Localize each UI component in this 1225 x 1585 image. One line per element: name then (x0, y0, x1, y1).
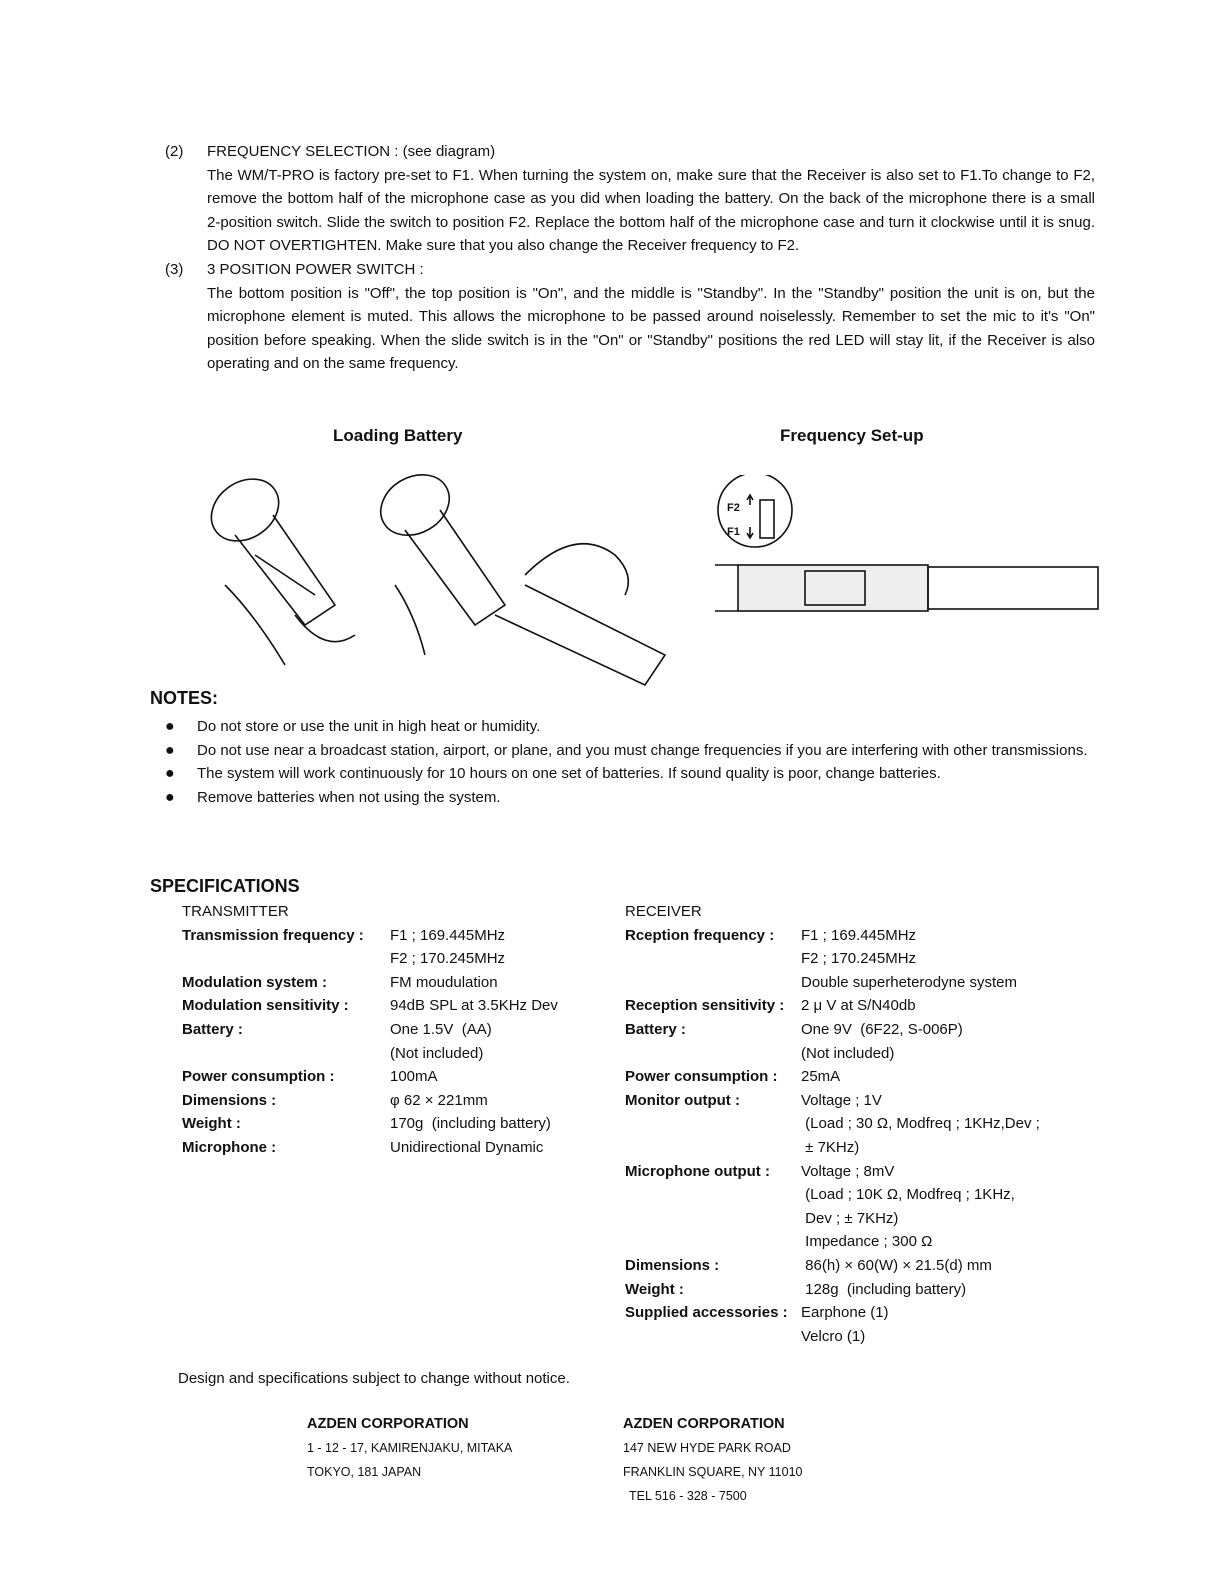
spec-row (625, 1278, 1040, 1302)
spec-value: Double superheterodyne system (801, 973, 1017, 991)
notes-title: NOTES: (150, 688, 219, 708)
spec-row (625, 1207, 1040, 1231)
spec-row (625, 994, 1040, 1018)
company-name: AZDEN CORPORATION (307, 1416, 469, 1432)
f2-label: F2 (727, 502, 740, 514)
spec-value: φ 62 × 221mm (390, 1091, 488, 1109)
spec-value: F2 ; 170.245MHz (390, 950, 506, 968)
spec-label: Weight : (182, 1115, 241, 1133)
spec-value: 86(h) × 60(W) × 21.5(d) mm (801, 1256, 992, 1274)
spec-label: Microphone output : (625, 1162, 770, 1180)
spec-value: (Load ; 10K Ω, Modfreq ; 1KHz, (801, 1186, 1015, 1204)
notes-list (165, 715, 1100, 809)
address-usa (623, 1412, 802, 1508)
spec-label: Modulation sensitivity : (182, 997, 349, 1015)
spec-row (625, 971, 1040, 995)
address-line: TOKYO, 181 JAPAN (307, 1465, 422, 1479)
arrow-icon (747, 495, 753, 538)
section-text: The WM/T-PRO is factory pre-set to F1. When turning the system on, make sure that the Receiver is also set to F1.To change to F2, remove the bottom half of the microphone case as you did when loading the battery. On the back of the microphone there is a small 2-position switch. Slide the switch to position F2. Replace the bottom half of the microphone case and turn it clockwise until it is snug. DO NOT OVERTIGHTEN. Make sure that you also change the Receiver frequency to F2. (207, 166, 1095, 255)
spec-label: Monitor output : (625, 1091, 740, 1109)
spec-label: Power consumption : (182, 1068, 335, 1086)
spec-row (625, 1042, 1040, 1066)
spec-row (182, 924, 558, 948)
instructions (165, 140, 1095, 376)
spec-value: (Not included) (801, 1044, 895, 1062)
note-item: ● Do not use near a broadcast station, airport, or plane, and you must change frequencies if you are interfering with other transmissions. (165, 739, 1100, 763)
spec-label: Supplied accessories : (625, 1304, 788, 1322)
spec-row (625, 1136, 1040, 1160)
spec-value: F2 ; 170.245MHz (801, 950, 917, 968)
spec-row (182, 994, 558, 1018)
spec-row (625, 924, 1040, 948)
receiver-specs (625, 900, 1040, 1348)
spec-row (625, 1254, 1040, 1278)
section-power-switch (165, 258, 1095, 376)
spec-value: 170g (including battery) (390, 1115, 551, 1133)
spec-value: 94dB SPL at 3.5KHz Dev (390, 997, 558, 1015)
spec-label: Transmission frequency : (182, 926, 364, 944)
spec-value: One 1.5V (AA) (390, 1020, 492, 1038)
bullet-icon: ● (165, 788, 175, 806)
spec-label (625, 1230, 801, 1254)
spec-row (625, 1065, 1040, 1089)
loading-battery-caption: Loading Battery (333, 426, 463, 445)
spec-label (182, 947, 390, 971)
frequency-setup-caption: Frequency Set-up (780, 426, 924, 445)
f1-label: F1 (727, 526, 740, 538)
spec-value: Unidirectional Dynamic (390, 1138, 544, 1156)
spec-value: Impedance ; 300 Ω (801, 1233, 933, 1251)
spec-row (625, 1230, 1040, 1254)
address-line: 147 NEW HYDE PARK ROAD (623, 1441, 791, 1455)
address-line: 1 - 12 - 17, KAMIRENJAKU, MITAKA (307, 1441, 513, 1455)
bullet-icon: ● (165, 718, 175, 735)
spec-label: Microphone : (182, 1138, 277, 1156)
company-name: AZDEN CORPORATION (623, 1416, 785, 1432)
section-heading: 3 POSITION POWER SWITCH : (207, 260, 424, 278)
spec-label (182, 1042, 390, 1066)
spec-row (625, 1089, 1040, 1113)
specifications-title: SPECIFICATIONS (150, 876, 300, 896)
section-text: The bottom position is "Off", the top position is "On", and the middle is "Standby". In the "Standby" position the unit is on, but the microphone element is muted. This allows the microphone to be passed around noiselessly. Remember to set the mic to it's "On" position before speaking. When the slide switch is in the "On" or "Standby" positions the red LED will stay lit, if the Receiver is also operating and on the same frequency. (207, 284, 1095, 373)
spec-value: F1 ; 169.445MHz (390, 926, 506, 944)
spec-value: Earphone (1) (801, 1304, 889, 1322)
spec-value: (Not included) (390, 1044, 484, 1062)
spec-row (625, 1160, 1040, 1184)
loading-battery-illustration (195, 465, 675, 695)
disclaimer: Design and specifications subject to change without notice. (178, 1370, 570, 1387)
transmitter-specs (182, 900, 558, 1160)
spec-label (625, 1136, 801, 1160)
spec-label (625, 1183, 801, 1207)
spec-label (625, 1207, 801, 1231)
spec-value: FM moudulation (390, 973, 498, 991)
bullet-icon: ● (165, 741, 175, 759)
spec-row (182, 1018, 558, 1042)
section-heading: FREQUENCY SELECTION : (see diagram) (207, 143, 496, 160)
spec-label (625, 1042, 801, 1066)
section-frequency-selection (165, 140, 1095, 258)
note-item: ● Do not store or use the unit in high heat or humidity. (165, 715, 1100, 739)
spec-label: Rception frequency : (625, 926, 775, 944)
switch-icon (760, 500, 774, 538)
transmitter-title: TRANSMITTER (182, 903, 289, 920)
spec-row (182, 971, 558, 995)
spec-row (625, 1325, 1040, 1349)
section-number: (3) (165, 260, 184, 278)
spec-value: Dev ; ± 7KHz) (801, 1209, 899, 1227)
spec-row (625, 1112, 1040, 1136)
receiver-title: RECEIVER (625, 903, 702, 920)
spec-row (182, 1136, 558, 1160)
spec-label: Weight : (625, 1280, 684, 1298)
spec-value: Voltage ; 8mV (801, 1162, 895, 1180)
spec-value: 2 μ V at S/N40db (801, 997, 916, 1015)
spec-label (625, 971, 801, 995)
spec-value: 100mA (390, 1068, 438, 1086)
spec-value: Velcro (1) (801, 1327, 866, 1345)
spec-row (625, 1183, 1040, 1207)
spec-value: 25mA (801, 1068, 841, 1086)
spec-label: Modulation system : (182, 973, 328, 991)
spec-label: Battery : (625, 1020, 686, 1038)
spec-value: (Load ; 30 Ω, Modfreq ; 1KHz,Dev ; (801, 1115, 1040, 1133)
note-item: ● Remove batteries when not using the system. (165, 786, 1100, 810)
spec-value: ± 7KHz) (801, 1138, 860, 1156)
spec-row (182, 1065, 558, 1089)
spec-label: Dimensions : (182, 1091, 277, 1109)
spec-row (182, 1112, 558, 1136)
address-line: FRANKLIN SQUARE, NY 11010 (623, 1465, 803, 1479)
spec-value: F1 ; 169.445MHz (801, 926, 917, 944)
spec-label (625, 947, 801, 971)
spec-label: Battery : (182, 1020, 243, 1038)
address-line: TEL 516 - 328 - 7500 (629, 1489, 747, 1503)
spec-value: 128g (including battery) (801, 1280, 967, 1298)
spec-label (625, 1325, 801, 1349)
spec-value: One 9V (6F22, S-006P) (801, 1020, 963, 1038)
bullet-icon: ● (165, 765, 175, 783)
spec-value: Voltage ; 1V (801, 1091, 882, 1109)
spec-label: Reception sensitivity : (625, 997, 785, 1015)
spec-row (625, 1301, 1040, 1325)
address-japan (307, 1412, 512, 1484)
spec-label: Power consumption : (625, 1068, 778, 1086)
spec-row (182, 1089, 558, 1113)
spec-label (625, 1112, 801, 1136)
spec-row (625, 947, 1040, 971)
section-number: (2) (165, 143, 184, 160)
spec-row (625, 1018, 1040, 1042)
frequency-setup-illustration (710, 475, 1105, 625)
spec-row (182, 1042, 558, 1066)
spec-label: Dimensions : (625, 1256, 720, 1274)
note-item: ● The system will work continuously for 10 hours on one set of batteries. If sound quality is poor, change batteries. (165, 762, 1100, 786)
spec-row (182, 947, 558, 971)
